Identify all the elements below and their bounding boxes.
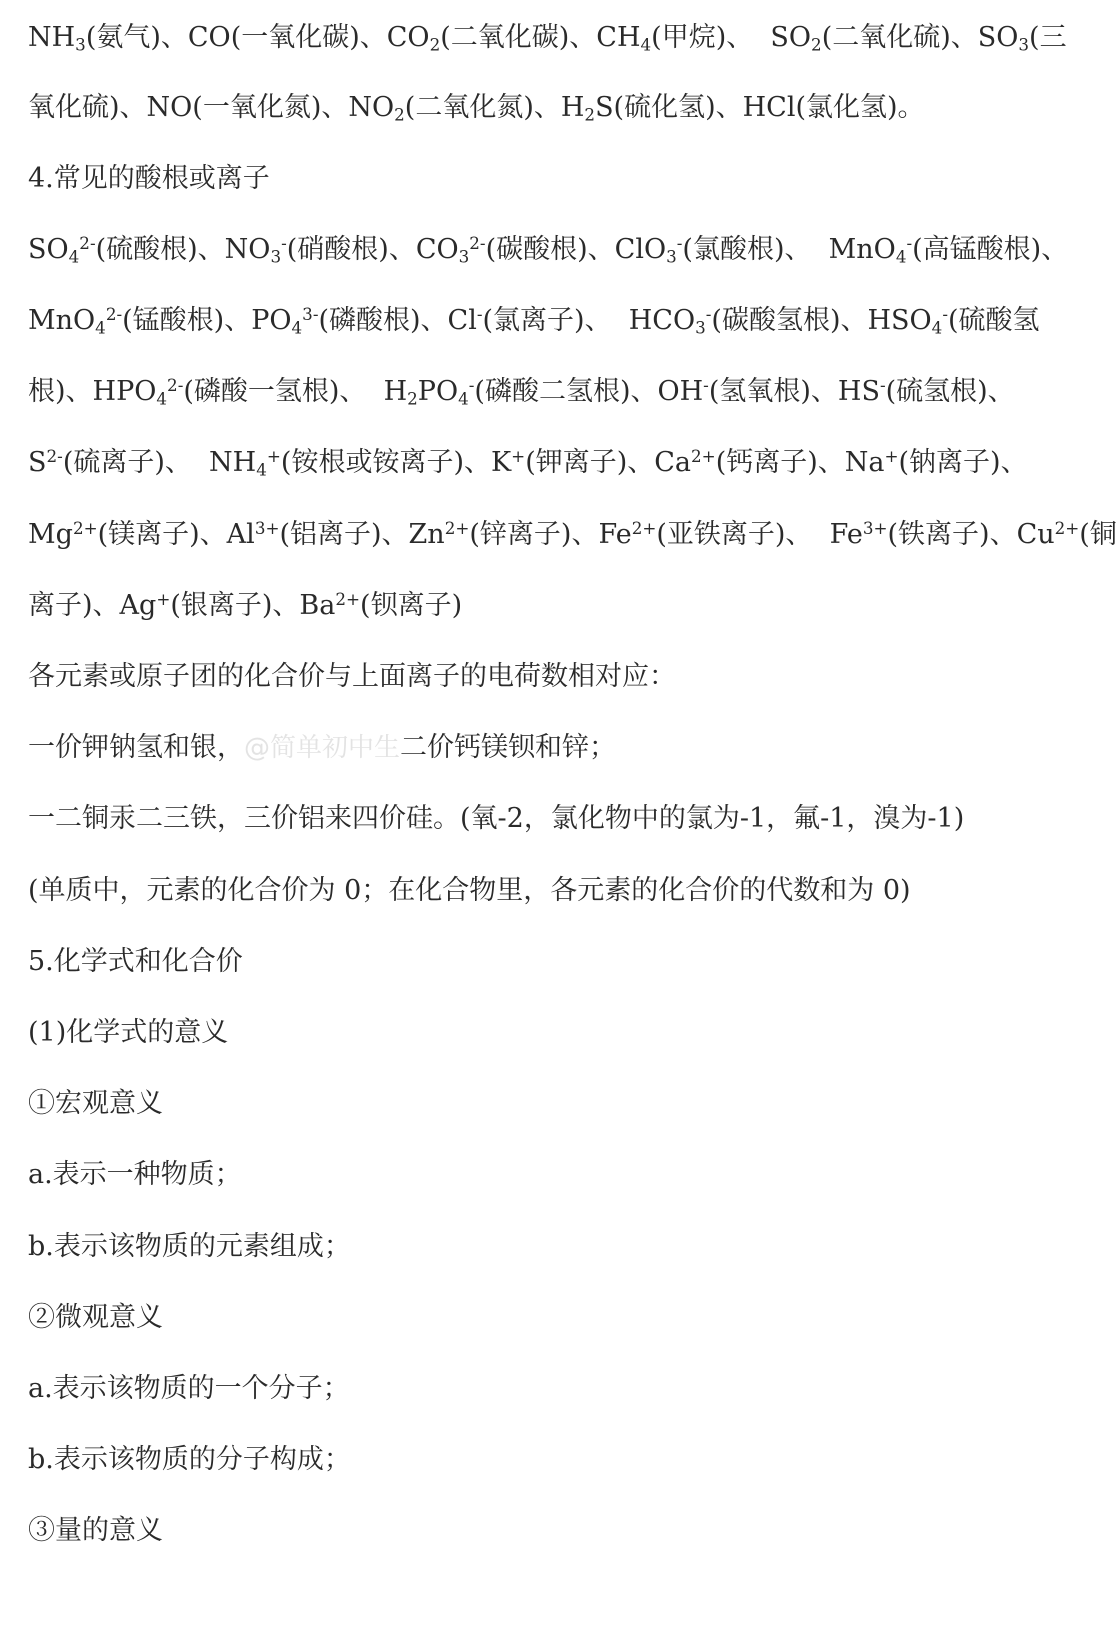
subsection-heading [28,1296,1060,1340]
superscript: 2+ [1054,517,1080,538]
superscript: 2+ [335,588,361,609]
text-line [28,86,1060,130]
text-run: (氯酸根)、 MnO [682,234,896,265]
subsection-heading [28,1509,1060,1553]
superscript: + [884,445,899,466]
text-run: (锌离子)、Fe [469,519,632,550]
superscript: 3+ [862,517,888,538]
text-run: (甲烷)、 SO [651,22,812,53]
text-run: S(硫化氢)、HCl(氯化氢)。 [595,92,925,123]
text-run: (二氧化氮)、H [404,92,585,123]
subscript: 2 [407,388,418,409]
text-run: ②微观意义 [28,1302,163,1333]
superscript: - [468,374,475,395]
text-run: (高锰酸根)、 [912,234,1069,265]
superscript: 3+ [254,517,280,538]
superscript: 2- [167,374,184,395]
text-run: (硫氢根)、 [885,376,1015,407]
text-run: (氨气)、CO(一氧化碳)、CO [85,22,430,53]
text-run: S [28,447,47,478]
superscript: - [705,303,712,324]
text-line [28,370,1060,414]
text-line [28,869,1060,913]
text-line [28,441,1060,485]
text-run: b.表示该物质的分子构成； [28,1444,351,1475]
text-run: 氧化硫)、NO(一氧化氮)、NO [28,92,395,123]
text-run: (钡离子) [360,590,463,621]
superscript: 2- [79,232,96,253]
section-heading [28,940,1060,984]
text-run: (硝酸根)、CO [286,234,459,265]
superscript: + [156,588,171,609]
superscript: 2- [469,232,486,253]
superscript: - [703,374,709,395]
text-run: 一二铜汞二三铁，三价铝来四价硅。(氧-2，氯化物中的氯为-1，氟-1，溴为-1) [28,803,965,834]
list-item [28,1153,1060,1197]
text-line [28,584,1060,628]
text-run: (单质中，元素的化合价为 0；在化合物里，各元素的化合价的代数和为 0) [28,875,911,906]
text-run: (硫酸氢 [947,305,1040,336]
superscript: + [511,445,526,466]
text-run: ①宏观意义 [28,1088,163,1119]
text-run: (磷酸一氢根)、 H [183,376,408,407]
subsection-heading [28,1011,1060,1055]
text-run: SO [28,234,69,265]
subscript: 4 [256,459,267,480]
text-run: (氢氧根)、HS [708,376,880,407]
text-line [28,726,1060,770]
text-run: (硫酸根)、NO [95,234,271,265]
text-run: (铵根或铵离子)、K [280,447,512,478]
superscript: - [476,303,483,324]
section-heading [28,157,1060,201]
text-run: (氯离子)、 HCO [482,305,696,336]
subscript: 2 [811,34,822,55]
text-run: Mg [28,519,73,550]
list-item [28,1438,1060,1482]
text-run: (硫离子)、 NH [62,447,257,478]
text-run: 离子)、Ag [28,590,157,621]
superscript: - [942,303,948,324]
text-run: (碳酸根)、ClO [485,234,667,265]
text-run: a.表示该物质的一个分子； [28,1373,350,1404]
subscript: 3 [75,34,86,55]
text-run: (银离子)、Ba [170,590,336,621]
text-run: (三 [1029,22,1067,53]
subscript: 4 [895,246,907,267]
text-run: b.表示该物质的元素组成； [28,1231,351,1262]
text-line [28,513,1117,557]
text-line [28,228,1069,272]
text-run: PO [417,376,459,407]
subsection-heading [28,1082,1060,1126]
text-run: (二氧化碳)、CH [440,22,641,53]
superscript: - [906,232,913,253]
text-line [28,797,1060,841]
subscript: 3 [1018,34,1030,55]
superscript: - [281,232,287,253]
list-item [28,1225,1060,1269]
list-item [28,1367,1060,1411]
text-run: (碳酸氢根)、HSO [711,305,932,336]
superscript: 2+ [691,445,716,466]
subscript: 4 [68,246,80,267]
superscript: 2+ [444,517,470,538]
superscript: 2- [105,303,123,324]
superscript: 2+ [72,517,98,538]
superscript: - [879,374,886,395]
superscript: 3- [302,303,319,324]
text-line [28,299,1060,343]
text-run: a.表示一种物质； [28,1159,242,1190]
superscript: + [266,445,281,466]
text-run: (镁离子)、Al [97,519,255,550]
text-run: (磷酸根)、Cl [318,305,477,336]
superscript: - [676,232,683,253]
text-run: ③量的意义 [28,1515,163,1546]
text-run: 一价钾钠氢和银， [28,732,244,763]
text-line [28,655,1060,699]
text-run: (磷酸二氢根)、OH [474,376,704,407]
subscript: 2 [394,104,405,125]
subscript: 4 [95,317,106,338]
text-run: (钙离子)、Na [715,447,885,478]
subscript: 2 [429,34,441,55]
text-run: 4.常见的酸根或离子 [28,163,270,194]
subscript: 3 [666,246,677,267]
text-run: 根)、HPO [28,376,157,407]
subscript: 4 [931,317,943,338]
subscript: 3 [270,246,282,267]
text-run: (亚铁离子)、 Fe [656,519,863,550]
text-run: NH [28,22,76,53]
subscript: 4 [291,317,303,338]
text-run: 各元素或原子团的化合价与上面离子的电荷数相对应： [28,661,676,692]
text-run: (钾离子)、Ca [525,447,692,478]
superscript: 2+ [631,517,657,538]
subscript: 4 [156,388,168,409]
text-run: MnO [28,305,96,336]
text-run: (二氧化硫)、SO [821,22,1019,53]
subscript: 2 [584,104,596,125]
text-run: (铁离子)、Cu [887,519,1055,550]
text-run: (铜 [1079,519,1117,550]
text-line [28,16,1067,60]
text-run: (锰酸根)、PO [122,305,292,336]
subscript: 4 [640,34,652,55]
superscript: 2- [46,445,63,466]
text-run: (铝离子)、Zn [279,519,445,550]
subscript: 4 [458,388,469,409]
watermark-text: @简单初中生 [244,733,401,763]
text-run: 二价钙镁钡和锌； [400,732,617,763]
subscript: 3 [458,246,470,267]
text-run: (钠离子)、 [898,447,1028,478]
subscript: 3 [695,317,706,338]
text-run: (1)化学式的意义 [28,1017,229,1048]
text-run: 5.化学式和化合价 [28,946,243,977]
